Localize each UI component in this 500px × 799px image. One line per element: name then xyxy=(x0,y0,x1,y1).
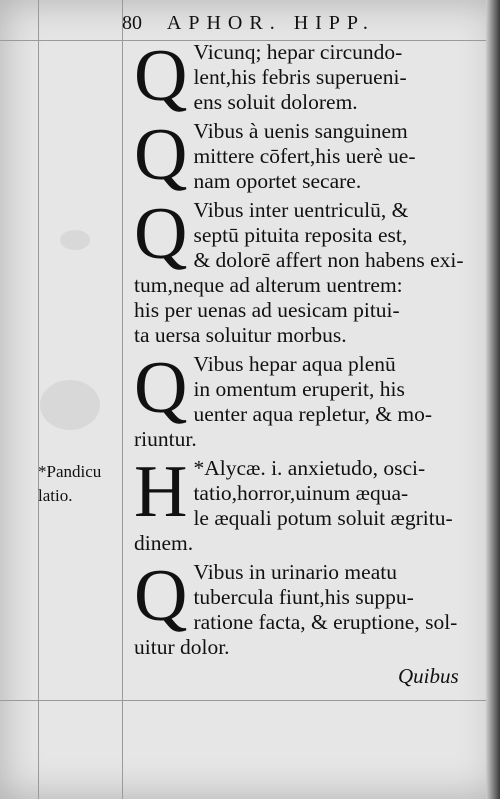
drop-cap-initial: Q xyxy=(134,347,188,429)
text-line: lent,his febris superueni- xyxy=(193,65,407,89)
margin-note-line: latio. xyxy=(38,486,73,505)
text-line: & dolorē affert non habens exi- xyxy=(193,248,464,272)
text-line: tum,neque ad alterum uentrem: xyxy=(134,273,403,297)
text-line: ta uersa soluitur morbus. xyxy=(134,323,347,347)
text-line: septū pituita reposita est, xyxy=(193,223,408,247)
text-line: ens soluit dolorem. xyxy=(193,90,358,114)
aphorism-paragraph xyxy=(134,555,484,660)
running-header xyxy=(122,12,482,35)
text-line: Vibus à uenis sanguinem xyxy=(193,119,408,143)
text-line: dinem. xyxy=(134,531,194,555)
margin-rule-text xyxy=(122,0,123,799)
gutter-shadow xyxy=(486,0,500,799)
drop-cap-initial: Q xyxy=(134,555,188,637)
drop-cap-initial: Q xyxy=(134,114,188,196)
text-line: tubercula fiunt,his suppu- xyxy=(193,585,414,609)
paper-stain xyxy=(40,380,100,430)
running-title: APHOR. HIPP. xyxy=(166,12,375,34)
text-line: Vicunq; hepar circundo- xyxy=(193,40,403,64)
text-line: nam oportet secare. xyxy=(193,169,362,193)
text-line: Vibus hepar aqua plenū xyxy=(193,352,396,376)
margin-note-line: *Pandicu xyxy=(38,462,102,481)
margin-note xyxy=(38,460,128,508)
aphorism-paragraph xyxy=(134,114,484,196)
aphorism-paragraph xyxy=(134,35,484,117)
drop-cap-initial: H xyxy=(134,451,188,533)
text-line: his per uenas ad uesicam pitui- xyxy=(134,298,400,322)
text-line: in omentum eruperit, his xyxy=(193,377,405,401)
margin-rule-left xyxy=(38,0,39,799)
text-line: tatio,horror,uinum æqua- xyxy=(193,481,409,505)
drop-cap-initial: Q xyxy=(134,193,188,275)
paper-stain xyxy=(60,230,90,250)
text-line: Vibus inter uentriculū, & xyxy=(193,198,409,222)
text-line: uitur dolor. xyxy=(134,635,230,659)
drop-cap-initial: Q xyxy=(134,35,188,117)
catchword: Quibus xyxy=(398,664,459,688)
text-line: le æquali potum soluit ægritu- xyxy=(193,506,453,530)
text-line: mittere cōfert,his uerè ue- xyxy=(193,144,416,168)
aphorism-paragraph xyxy=(134,347,484,452)
text-line: ratione facta, & eruptione, sol- xyxy=(193,610,458,634)
aphorism-paragraph xyxy=(134,451,484,556)
page-number: 80 xyxy=(122,12,142,34)
text-line: uenter aqua repletur, & mo- xyxy=(193,402,432,426)
text-line: *Alycæ. i. anxietudo, osci- xyxy=(193,456,426,480)
aphorism-text xyxy=(134,35,484,664)
aphorism-paragraph xyxy=(134,193,484,348)
text-line: Vibus in urinario meatu xyxy=(193,560,397,584)
footer-rule xyxy=(0,700,486,701)
text-line: riuntur. xyxy=(134,427,197,451)
